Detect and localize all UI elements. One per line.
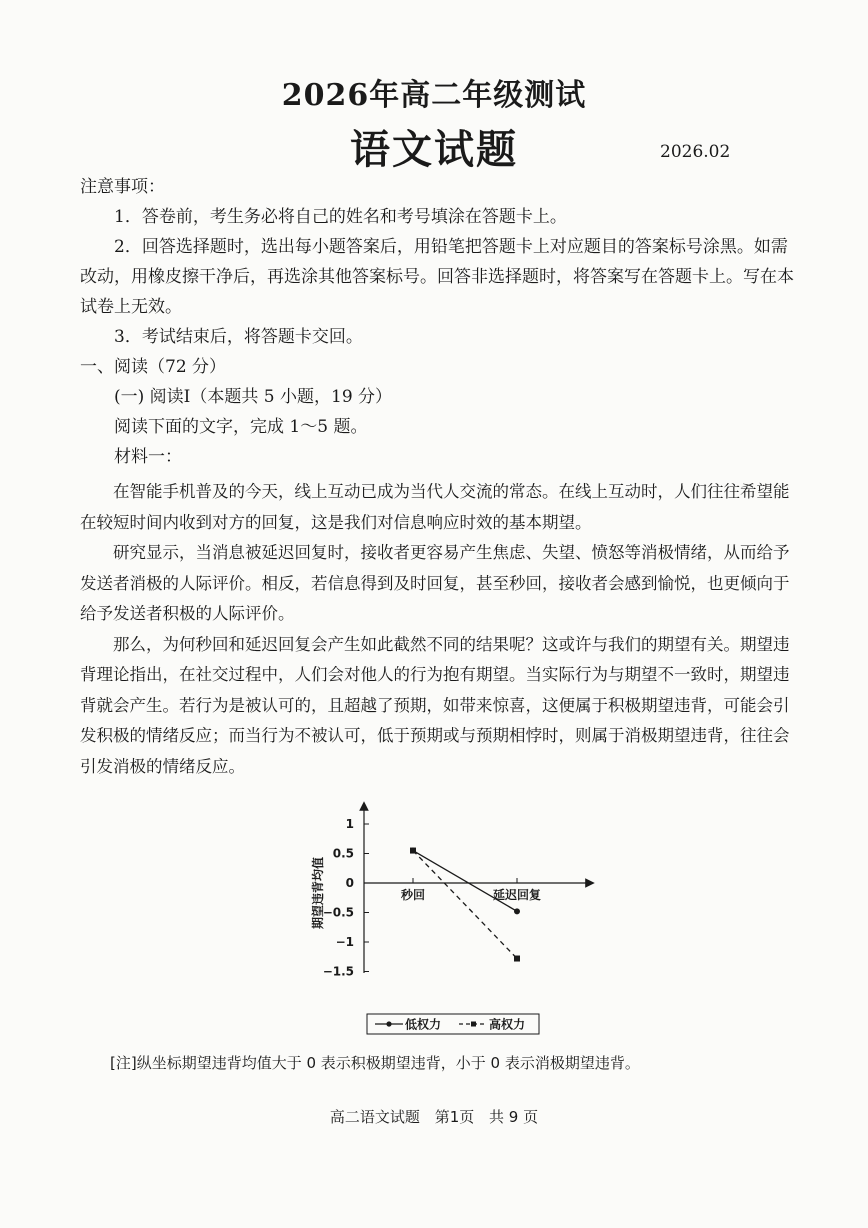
y-tick-label: 1 xyxy=(345,817,354,831)
y-tick-label: 0 xyxy=(345,876,354,890)
data-point xyxy=(514,908,520,914)
y-tick-label: −1.5 xyxy=(322,964,354,979)
sub-section-heading: (一) 阅读Ⅰ（本题共 5 小题，19 分） xyxy=(114,387,393,407)
data-point xyxy=(514,956,520,962)
chart-note: [注]纵坐标期望违背均值大于 0 表示积极期望违背，小于 0 表示消极期望违背。 xyxy=(110,1054,640,1072)
legend-label-high: 高权力 xyxy=(489,1017,526,1032)
footer-course: 高二语文试题 xyxy=(329,1108,420,1126)
notice-item-3: 3．考试结束后，将答题卡交回。 xyxy=(114,327,363,347)
notice-heading: 注意事项： xyxy=(80,177,165,197)
exam-title: 2026年高二年级测试 xyxy=(281,78,587,113)
legend-marker-high xyxy=(471,1022,476,1027)
notice-item-1: 1．答卷前，考生务必将自己的姓名和考号填涂在答题卡上。 xyxy=(114,207,567,227)
data-point xyxy=(410,848,416,854)
y-axis-label: 期望违背均值 xyxy=(311,856,325,930)
notice-item-2: 2．回答选择题时，选出每小题答案后，用铅笔把答题卡上对应题目的答案标号涂黑。如需改动，用橡皮擦干净后，再选涂其他答案标号。回答非选择题时，将答案写在答题卡上。写在本试卷上无效。 xyxy=(80,237,794,317)
section-heading: 一、阅读（72 分） xyxy=(80,357,227,377)
paragraph: 研究显示，当消息被延迟回复时，接收者更容易产生焦虑、失望、愤怒等消极情绪，从而给予发送者消极的人际评价。相反，若信息得到及时回复，甚至秒回，接收者会感到愉悦，也更倾向于给予发送者积极的人际评价。 xyxy=(80,543,790,623)
reading-instruction: 阅读下面的文字，完成 1～5 题。 xyxy=(114,417,368,437)
series-line-低权力 xyxy=(413,851,517,912)
x-tick-label: 延迟回复 xyxy=(492,888,542,902)
line-chart xyxy=(300,798,610,1038)
y-tick-label: −0.5 xyxy=(322,905,354,920)
page-footer xyxy=(0,1106,868,1127)
footer-page: 第1页 xyxy=(434,1108,475,1126)
legend-label-low: 低权力 xyxy=(405,1017,442,1032)
material-text xyxy=(80,477,804,782)
chart xyxy=(300,798,610,1038)
exam-subject: 语文试题 xyxy=(350,126,518,173)
series-line-高权力 xyxy=(413,851,517,959)
material-label: 材料一： xyxy=(114,447,182,467)
notice-section xyxy=(80,172,804,472)
y-tick-label: −1 xyxy=(335,935,354,949)
legend-marker-low xyxy=(386,1021,391,1026)
exam-date: 2026.02 xyxy=(660,142,731,162)
paragraph: 在智能手机普及的今天，线上互动已成为当代人交流的常态。在线上互动时，人们往往希望能在较短时间内收到对方的回复，这是我们对信息响应时效的基本期望。 xyxy=(80,482,790,532)
x-tick-label: 秒回 xyxy=(400,888,426,902)
y-tick-label: 0.5 xyxy=(332,846,354,861)
paragraph: 那么，为何秒回和延迟回复会产生如此截然不同的结果呢？这或许与我们的期望有关。期望违背理论指出，在社交过程中，人们会对他人的行为抱有期望。当实际行为与期望不一致时，期望违背就会产生。若行为是被认可的，且超越了预期，如带来惊喜，这便属于积极期望违背，可能会引发积极的情绪反应；而当行为不被认可，低于预期或与预期相悖时，则属于消极期望违背，往往会引发消极的情绪反应。 xyxy=(80,634,790,776)
footer-total: 共 9 页 xyxy=(489,1108,539,1126)
